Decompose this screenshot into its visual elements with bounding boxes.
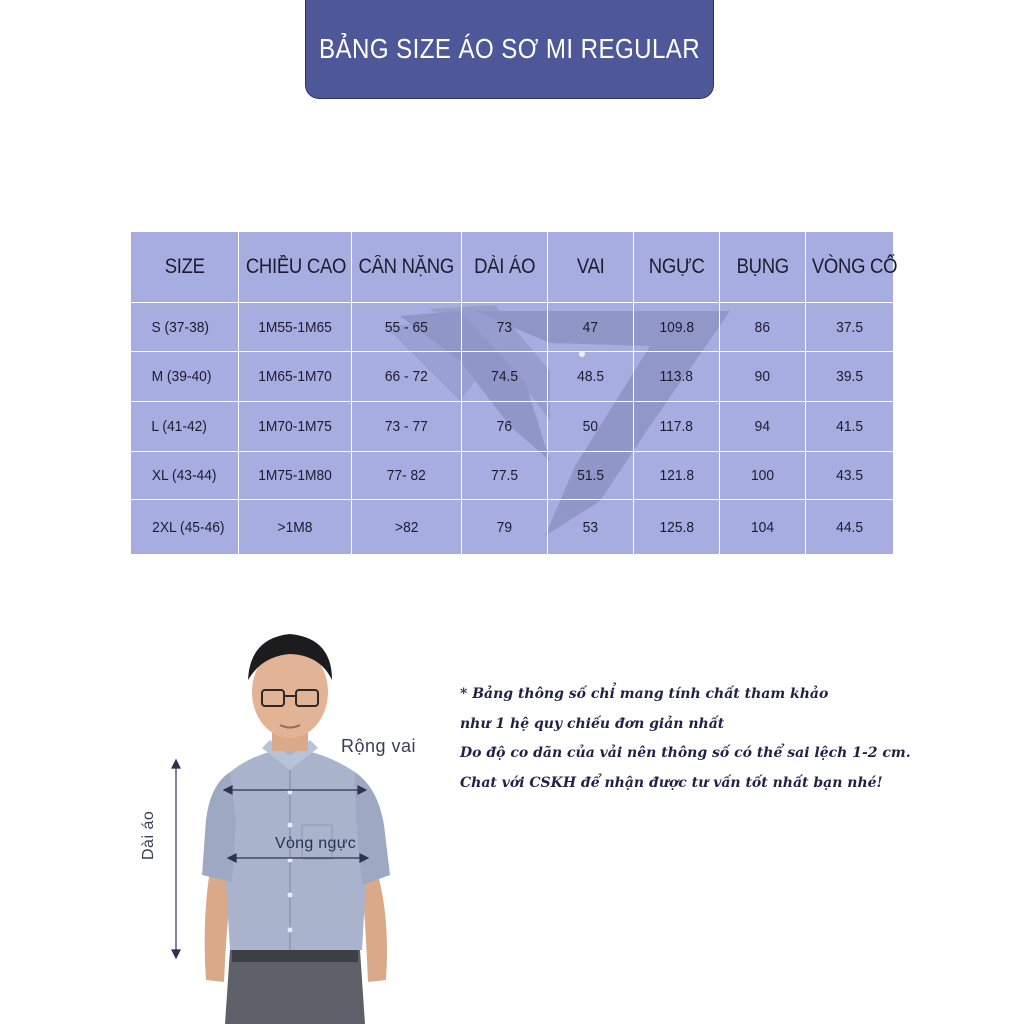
table-cell: 2XL (45-46) (131, 500, 239, 556)
table-cell: 125.8 (634, 500, 720, 556)
table-cell: 47 (548, 303, 634, 352)
table-cell: 73 (462, 303, 548, 352)
shirt-length-label: Dài áo (140, 810, 157, 860)
table-row (131, 500, 894, 556)
table-row (131, 452, 894, 500)
table-cell: 109.8 (634, 303, 720, 352)
table-header-row (131, 232, 894, 303)
table-cell: 50 (548, 402, 634, 452)
shoulder-width-label: Rộng vai (341, 736, 417, 756)
note-line: như 1 hệ quy chiếu đơn giản nhất (460, 715, 725, 732)
table-cell: 86 (720, 303, 806, 352)
table-cell: XL (43-44) (131, 452, 239, 500)
table-cell: >1M8 (239, 500, 352, 556)
header-length: DÀI ÁO (462, 232, 548, 303)
table-cell: 77.5 (462, 452, 548, 500)
title-banner (305, 0, 714, 99)
table-cell: 48.5 (548, 352, 634, 402)
table-cell: S (37-38) (131, 303, 239, 352)
table-cell: 37.5 (806, 303, 894, 352)
header-weight: CÂN NẶNG (352, 232, 462, 303)
table-cell: 113.8 (634, 352, 720, 402)
table-cell: 73 - 77 (352, 402, 462, 452)
table-cell: 74.5 (462, 352, 548, 402)
table-cell: 1M65-1M70 (239, 352, 352, 402)
table-cell: 44.5 (806, 500, 894, 556)
table-cell: 79 (462, 500, 548, 556)
table-cell: 104 (720, 500, 806, 556)
model-photo (140, 620, 440, 1024)
chest-label: Vòng ngực (275, 835, 357, 852)
table-cell: 43.5 (806, 452, 894, 500)
table-cell: 53 (548, 500, 634, 556)
table-cell: 55 - 65 (352, 303, 462, 352)
table-cell: 77- 82 (352, 452, 462, 500)
table-cell: 39.5 (806, 352, 894, 402)
header-height: CHIỀU CAO (239, 232, 352, 303)
size-table-container (130, 231, 898, 554)
size-table (130, 231, 898, 556)
table-cell: M (39-40) (131, 352, 239, 402)
header-waist: BỤNG (720, 232, 806, 303)
table-cell: L (41-42) (131, 402, 239, 452)
length-measure-line (172, 760, 180, 958)
table-row (131, 402, 894, 452)
table-cell: 76 (462, 402, 548, 452)
table-cell: 90 (720, 352, 806, 402)
table-row (131, 303, 894, 352)
note-line: * Bảng thông số chỉ mang tính chất tham khảo (460, 686, 829, 702)
header-size: SIZE (131, 232, 239, 303)
note-line: Do độ co dãn của vải nên thông số có thể sai lệch 1-2 cm. (460, 745, 911, 761)
table-cell: 66 - 72 (352, 352, 462, 402)
table-cell: 121.8 (634, 452, 720, 500)
table-cell: 1M75-1M80 (239, 452, 352, 500)
table-cell: 1M70-1M75 (239, 402, 352, 452)
reference-note (460, 680, 910, 798)
table-cell: 100 (720, 452, 806, 500)
page-title: BẢNG SIZE ÁO SƠ MI REGULAR (318, 33, 701, 64)
header-shoulder: VAI (548, 232, 634, 303)
note-line: Chat với CSKH để nhận được tư vấn tốt nhất bạn nhé! (460, 774, 883, 791)
table-cell: 51.5 (548, 452, 634, 500)
table-cell: 1M55-1M65 (239, 303, 352, 352)
header-neck: VÒNG CỔ (806, 232, 894, 303)
table-cell: 117.8 (634, 402, 720, 452)
header-chest: NGỰC (634, 232, 720, 303)
table-cell: 94 (720, 402, 806, 452)
table-cell: >82 (352, 500, 462, 556)
table-cell: 41.5 (806, 402, 894, 452)
table-row (131, 352, 894, 402)
